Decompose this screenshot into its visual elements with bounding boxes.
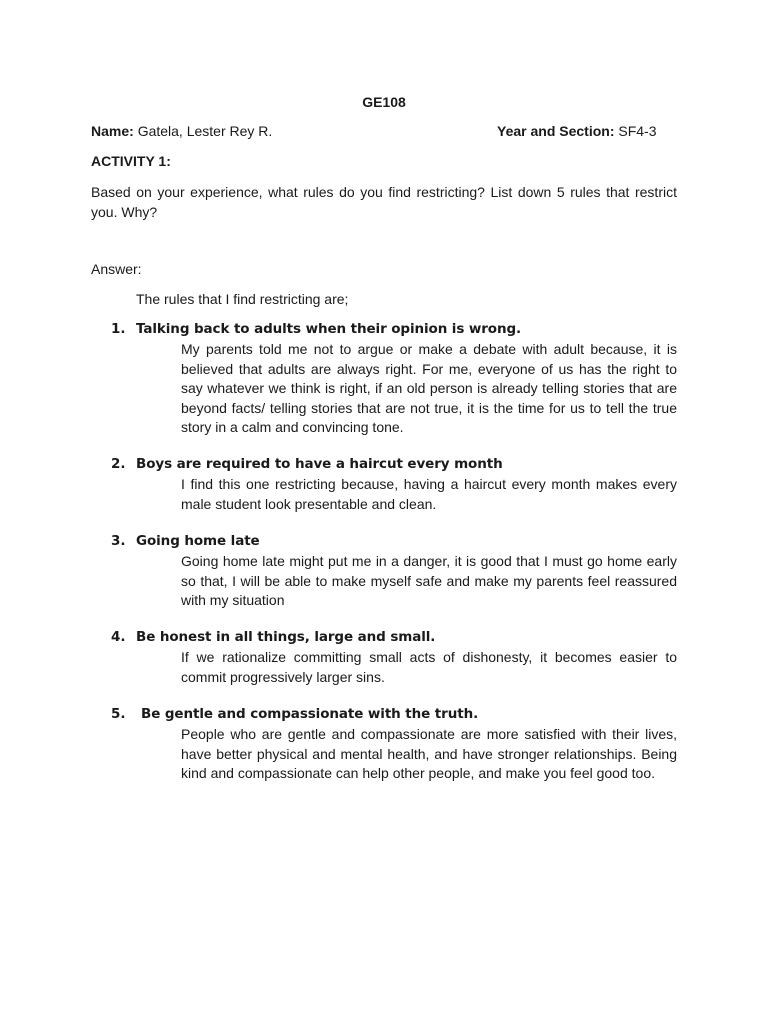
rule-body: My parents told me not to argue or make a debate with adult because, it is believed that adults are always right. For me, everyone of us has the right to say whatever we think is right, if an old person is already telling stories that are beyond facts/ telling stories that are not true, it is the time for us to tell the true story in a calm and convincing tone. bbox=[181, 341, 677, 435]
rule-number: 5. bbox=[111, 706, 126, 722]
rule-title: Be gentle and compassionate with the truth. bbox=[141, 706, 479, 722]
rule-number: 4. bbox=[111, 629, 126, 645]
activity-prompt: Based on your experience, what rules do you find restricting? List down 5 rules that restrict you. Why? bbox=[91, 184, 677, 220]
section-line bbox=[497, 123, 657, 139]
rule-number: 2. bbox=[111, 456, 126, 472]
rule-title: Boys are required to have a haircut every month bbox=[136, 456, 503, 472]
rule-body: Going home late might put me in a danger, it is good that I must go home early so that, I will be able to make myself safe and make my parents feel reassured with my situation bbox=[181, 553, 677, 608]
rule-body: I find this one restricting because, having a haircut every month makes every male student look presentable and clean. bbox=[181, 476, 677, 512]
rule-number: 1. bbox=[111, 321, 126, 337]
rule-title: Talking back to adults when their opinion is wrong. bbox=[136, 321, 522, 337]
rule-title: Be honest in all things, large and small. bbox=[136, 629, 436, 645]
course-code: GE108 bbox=[362, 94, 406, 110]
answer-intro: The rules that I find restricting are; bbox=[136, 291, 349, 307]
rule-title: Going home late bbox=[136, 533, 260, 549]
rule-number: 3. bbox=[111, 533, 126, 549]
name-line bbox=[91, 123, 272, 139]
name-label: Name: bbox=[91, 123, 134, 139]
activity-title: ACTIVITY 1: bbox=[91, 153, 171, 169]
rule-body: People who are gentle and compassionate are more satisfied with their lives, have better physical and mental health, and have stronger relationships. Being kind and compassionate can help other people, and make you feel good too. bbox=[181, 726, 677, 781]
section-value: SF4-3 bbox=[618, 123, 657, 139]
rule-body: If we rationalize committing small acts of dishonesty, it becomes easier to commit progressively larger sins. bbox=[181, 649, 677, 685]
section-label: Year and Section: bbox=[497, 123, 615, 139]
answer-label: Answer: bbox=[91, 261, 142, 277]
name-value: Gatela, Lester Rey R. bbox=[137, 123, 273, 139]
